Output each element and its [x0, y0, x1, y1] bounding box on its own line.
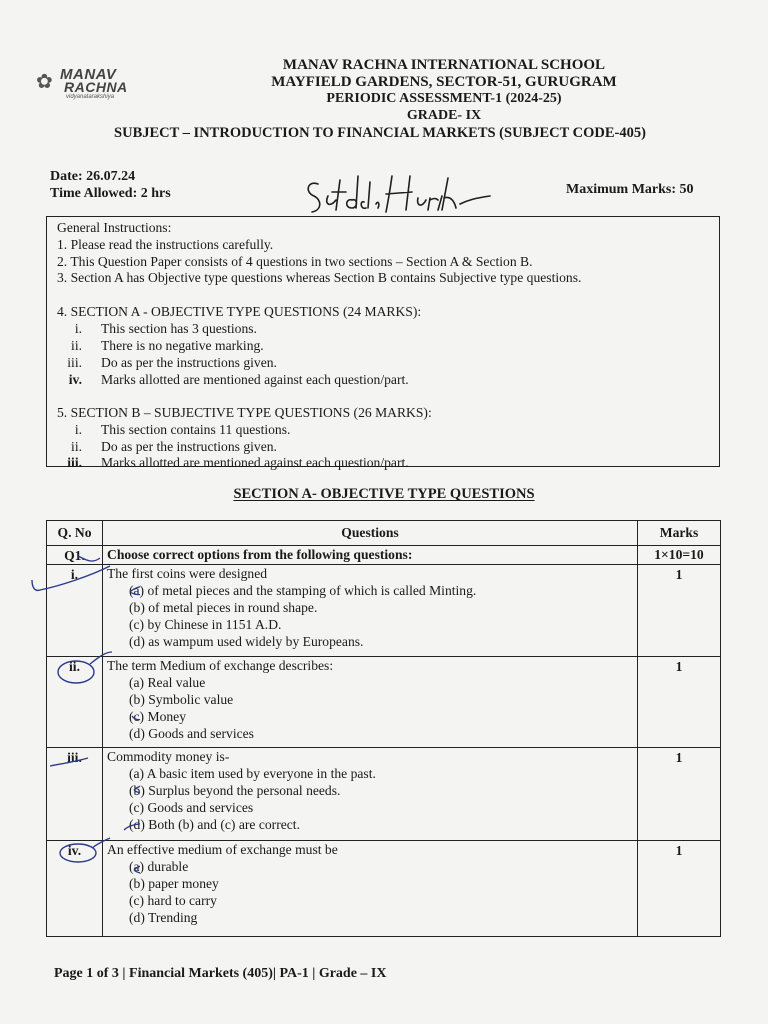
grade-title: GRADE- IX	[406, 108, 482, 123]
question-marks: 1	[638, 841, 721, 937]
assessment-title: PERIODIC ASSESSMENT-1 (2024-25)	[326, 91, 562, 106]
question-number: Q1.	[47, 546, 103, 565]
option: (d) as wampum used widely by Europeans.	[129, 634, 364, 649]
tick-mark-i	[32, 566, 110, 590]
header-questions: Questions	[103, 521, 638, 546]
question-cell	[103, 565, 638, 657]
point-number: ii.	[71, 338, 82, 353]
point-text: Marks allotted are mentioned against each question/part.	[101, 372, 409, 387]
question-stem: The term Medium of exchange describes:	[107, 658, 334, 673]
header-qno: Q. No	[47, 521, 103, 546]
time-allowed: Time Allowed: 2 hrs	[50, 186, 171, 201]
point-number: iii.	[67, 355, 82, 370]
point-text: This section has 3 questions.	[101, 321, 257, 336]
q1-underline-mark	[78, 556, 100, 561]
circle-mark-ii	[58, 661, 94, 683]
point-text: This section contains 11 questions.	[101, 422, 291, 437]
circle-mark-iv	[60, 844, 96, 862]
point-number: i.	[74, 321, 82, 336]
question-marks: 1	[638, 748, 721, 841]
point-number: i.	[74, 422, 82, 437]
table-row	[47, 565, 721, 657]
question-cell	[103, 748, 638, 841]
question-stem: The first coins were designed	[107, 566, 268, 581]
table-row	[47, 841, 721, 937]
subject-title: SUBJECT – INTRODUCTION TO FINANCIAL MARKETS (SUBJECT CODE-405)	[114, 125, 646, 141]
section-a-instructions-title: 4. SECTION A - OBJECTIVE TYPE QUESTIONS (24 MARKS):	[57, 304, 422, 319]
point-number: iii.	[67, 455, 82, 470]
point-number: ii.	[71, 439, 82, 454]
logo-text-line1: MANAV	[60, 66, 117, 83]
point-text: Do as per the instructions given.	[101, 355, 277, 370]
point-text: Marks allotted are mentioned against each question/part.	[101, 455, 409, 470]
option: (d) Both (b) and (c) are correct.	[129, 817, 300, 832]
question-text: Choose correct options from the following questions:	[103, 546, 638, 565]
option: (c) hard to carry	[129, 893, 217, 908]
option: (b) paper money	[129, 876, 219, 891]
instructions-heading: General Instructions:	[57, 220, 172, 235]
answer-circle-iv	[134, 865, 140, 873]
option: (c) by Chinese in 1151 A.D.	[129, 617, 282, 632]
answer-circle-i	[130, 586, 140, 595]
logo-text-line2: RACHNA	[64, 79, 128, 95]
general-instructions-box	[46, 216, 720, 470]
question-number: iv.	[47, 841, 103, 937]
maximum-marks: Maximum Marks: 50	[566, 182, 694, 197]
tick-mark-iii	[50, 758, 88, 766]
question-marks: 1×10=10	[638, 546, 721, 565]
answer-mark-ii	[132, 714, 140, 720]
option: (d) Goods and services	[129, 726, 254, 741]
section-a-heading	[0, 486, 768, 503]
option: (a) durable	[129, 859, 189, 874]
point-number: iv.	[68, 372, 82, 387]
table-header-row	[47, 521, 721, 546]
school-name: MANAV RACHNA INTERNATIONAL SCHOOL	[282, 57, 606, 73]
section-a-heading-text: SECTION A- OBJECTIVE TYPE QUESTIONS	[233, 486, 535, 502]
table-row	[47, 546, 721, 565]
option: (c) Money	[129, 709, 186, 724]
instruction-item: 1. Please read the instructions carefully.	[57, 237, 274, 252]
question-number: i.	[47, 565, 103, 657]
table-row	[47, 748, 721, 841]
table-row	[47, 657, 721, 748]
question-number: iii.	[47, 748, 103, 841]
school-address: MAYFIELD GARDENS, SECTOR-51, GURUGRAM	[271, 74, 617, 90]
option: (a) A basic item used by everyone in the past.	[129, 766, 376, 781]
answer-mark-iii-d	[124, 824, 140, 830]
logo-emblem-icon: ✿	[36, 71, 53, 93]
question-marks: 1	[638, 565, 721, 657]
option: (b) Surplus beyond the personal needs.	[129, 783, 341, 798]
question-marks: 1	[638, 657, 721, 748]
point-text: There is no negative marking.	[101, 338, 264, 353]
option: (b) of metal pieces in round shape.	[129, 600, 318, 615]
header-marks: Marks	[638, 521, 721, 546]
logo-tagline: vidyanatarakshiya	[66, 94, 115, 100]
option: (d) Trending	[129, 910, 198, 925]
handwritten-signature	[300, 170, 510, 218]
question-cell	[103, 657, 638, 748]
exam-date: Date: 26.07.24	[50, 169, 136, 184]
question-cell	[103, 841, 638, 937]
page-footer: Page 1 of 3 | Financial Markets (405)| PA-1 | Grade – IX	[54, 966, 387, 981]
instruction-item: 3. Section A has Objective type questions whereas Section B contains Subjective type questions.	[57, 270, 582, 285]
questions-table	[46, 520, 721, 937]
option: (a) of metal pieces and the stamping of which is called Minting.	[129, 583, 477, 598]
option: (c) Goods and services	[129, 800, 254, 815]
instruction-item: 2. This Question Paper consists of 4 questions in two sections – Section A & Section B.	[57, 254, 533, 269]
question-number: ii.	[47, 657, 103, 748]
question-stem: Commodity money is-	[107, 749, 230, 764]
section-b-instructions-title: 5. SECTION B – SUBJECTIVE TYPE QUESTIONS (26 MARKS):	[57, 405, 432, 420]
option: (a) Real value	[129, 675, 206, 690]
pen-annotations	[30, 552, 140, 952]
tick-mark-ii	[90, 652, 112, 664]
question-stem: An effective medium of exchange must be	[107, 842, 338, 857]
point-text: Do as per the instructions given.	[101, 439, 277, 454]
answer-circle-iii-b	[134, 785, 140, 793]
option: (b) Symbolic value	[129, 692, 234, 707]
tick-mark-iv	[92, 838, 110, 848]
